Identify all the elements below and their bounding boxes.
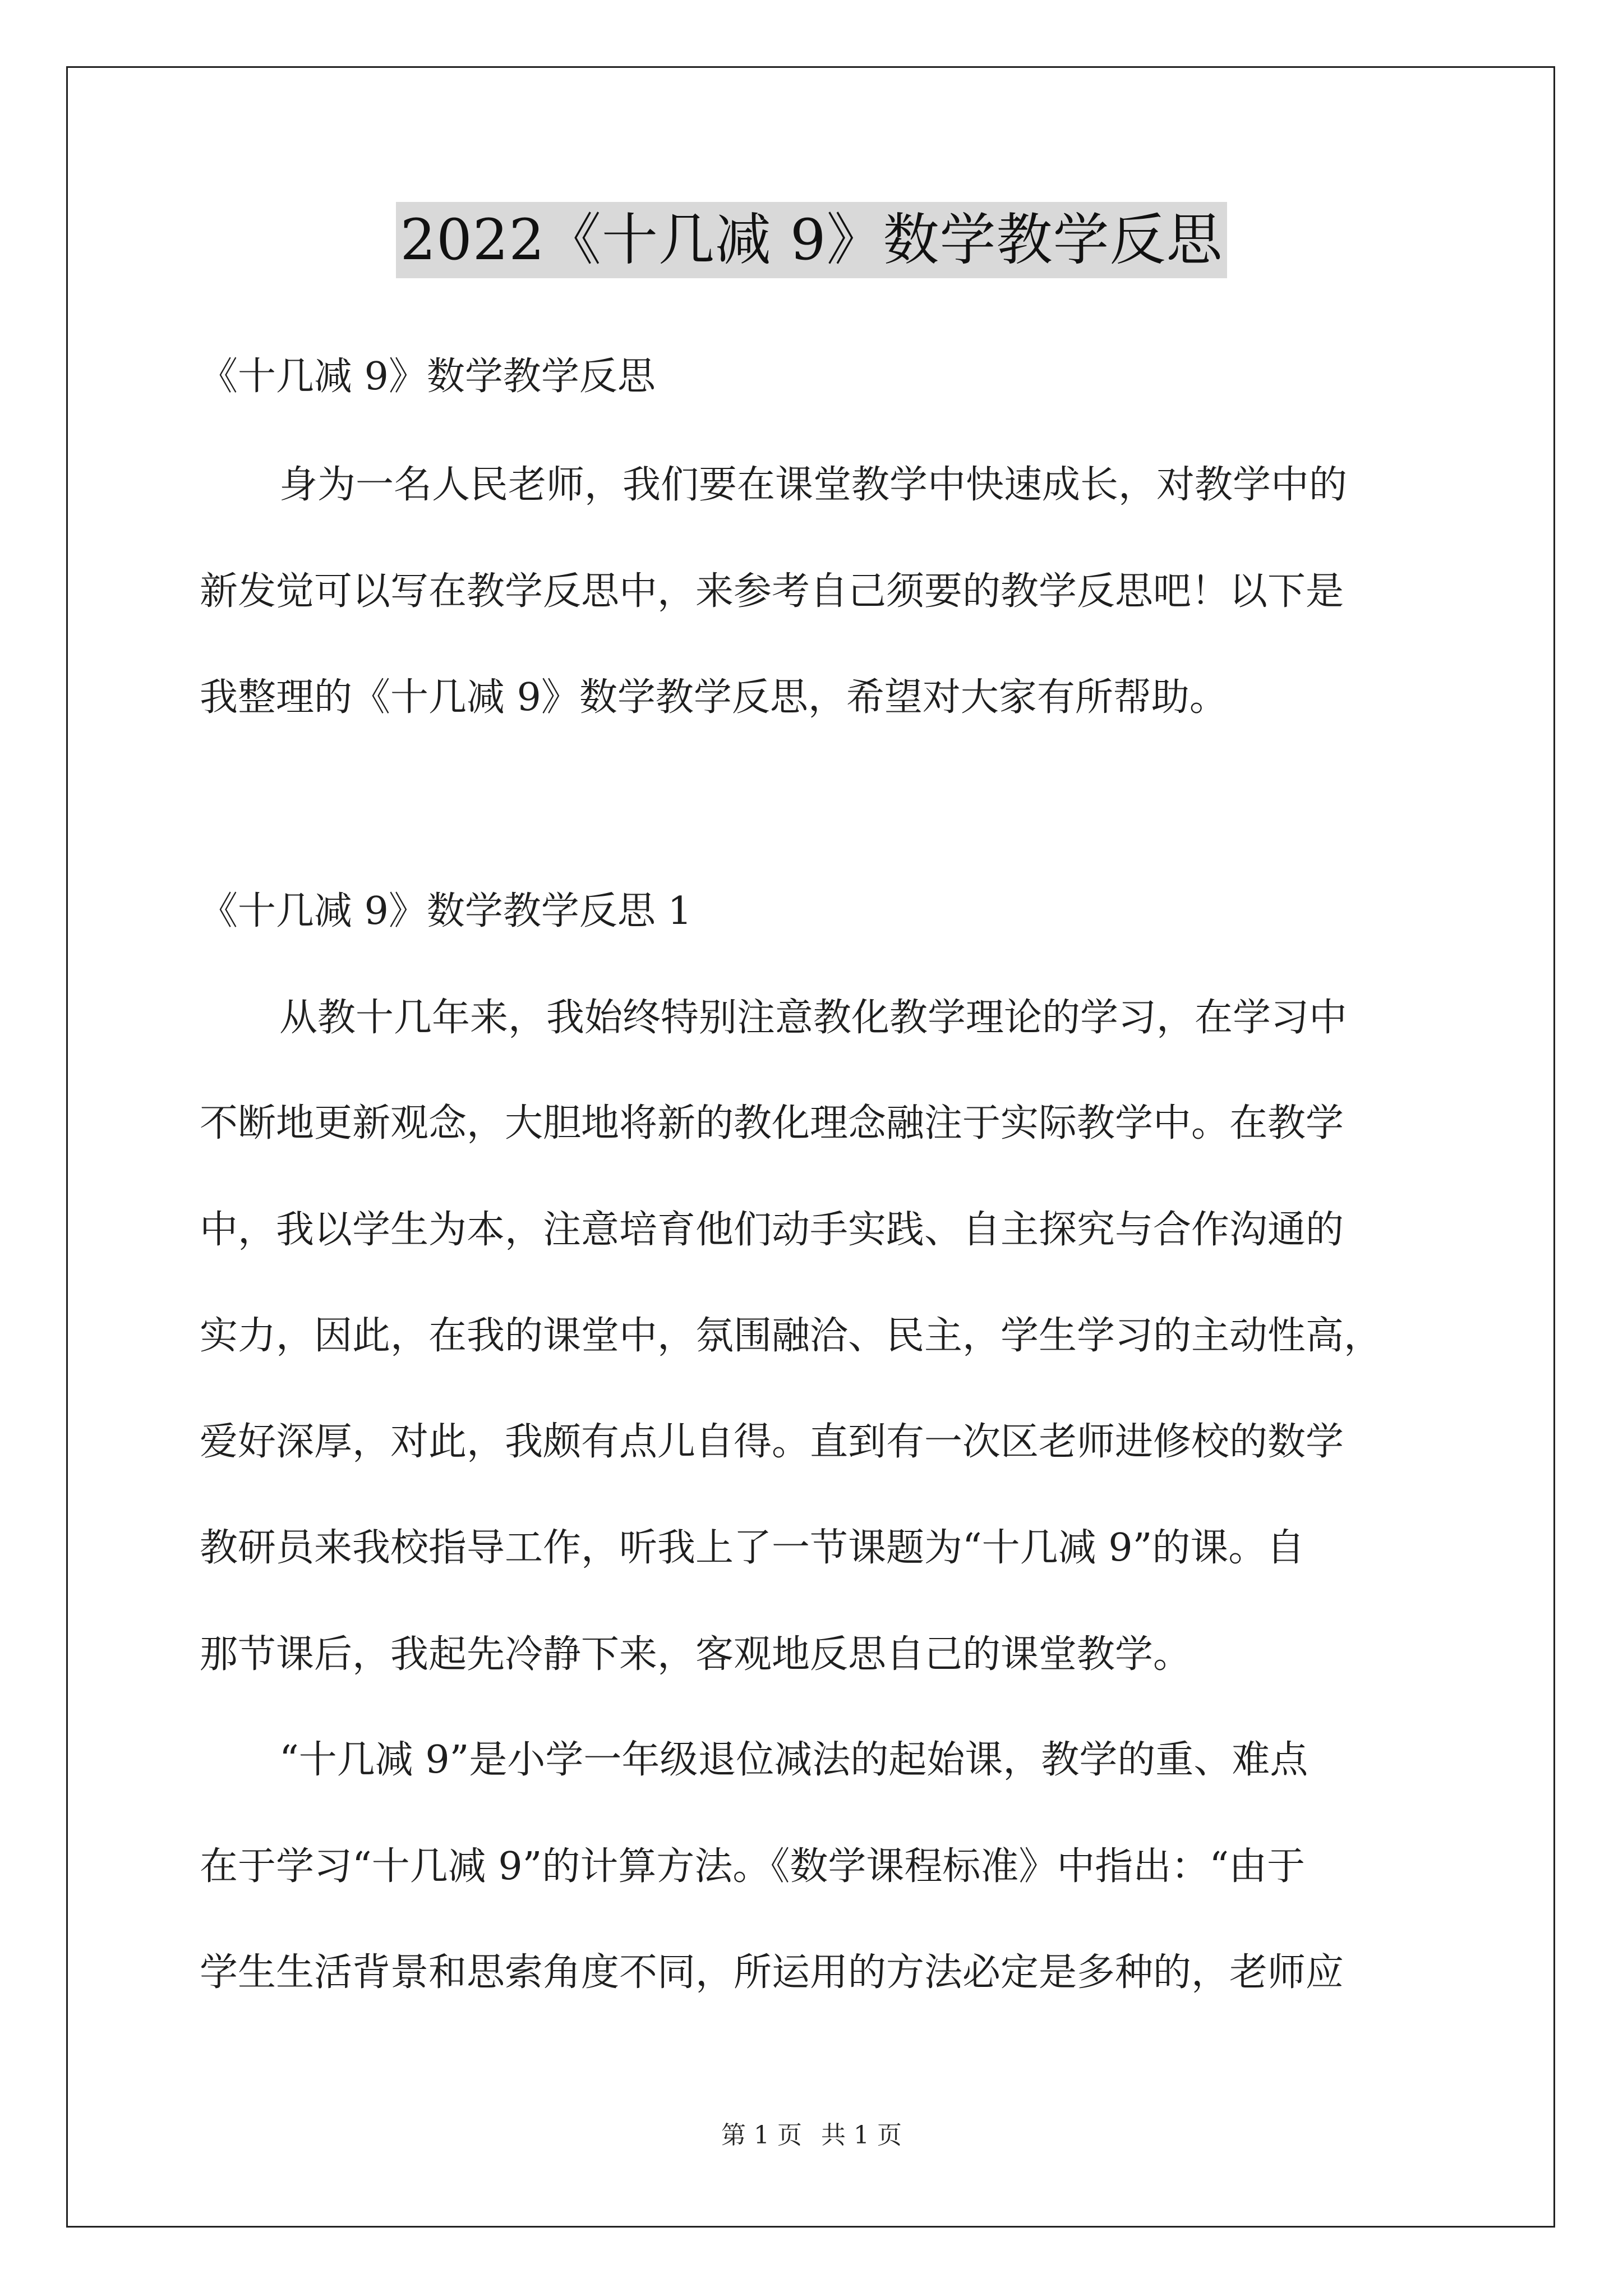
paragraph-line: 身为一名人民老师，我们要在课堂教学中快速成长，对教学中的 [279, 463, 1348, 507]
paragraph-line: 学生生活背景和思索角度不同，所运用的方法必定是多种的，老师应 [200, 1950, 1344, 1995]
paragraph-line: 教研员来我校指导工作，听我上了一节课题为“十几减 9”的课。自 [200, 1526, 1305, 1570]
title-container [0, 202, 1623, 278]
paragraph-line: 那节课后，我起先冷静下来，客观地反思自己的课堂教学。 [200, 1632, 1192, 1677]
subtitle: 《十几减 9》数学教学反思 [200, 355, 656, 399]
paragraph-line: 从教十几年来，我始终特别注意教化教学理论的学习，在学习中 [279, 996, 1348, 1040]
paragraph-line: 在于学习“十几减 9”的计算方法。《数学课程标准》中指出：“由于 [200, 1844, 1306, 1889]
paragraph-line: 我整理的《十几减 9》数学教学反思，希望对大家有所帮助。 [200, 675, 1228, 720]
document-title: 2022《十几减 9》数学教学反思 [396, 202, 1228, 278]
page-footer [0, 2115, 1623, 2151]
paragraph-line: 实力，因此，在我的课堂中，氛围融洽、民主，学生学习的主动性高， [200, 1314, 1382, 1358]
section-heading: 《十几减 9》数学教学反思 1 [200, 889, 692, 933]
page-total: 共 1 页 [821, 2121, 902, 2150]
paragraph-line: “十几减 9”是小学一年级退位减法的起始课，教学的重、难点 [279, 1738, 1308, 1782]
paragraph-line: 中，我以学生为本，注意培育他们动手实践、自主探究与合作沟通的 [200, 1208, 1344, 1252]
page-number: 第 1 页 [721, 2121, 802, 2150]
paragraph-line: 不断地更新观念，大胆地将新的教化理念融注于实际教学中。在教学 [200, 1101, 1344, 1145]
paragraph-line: 爱好深厚，对此，我颇有点儿自得。直到有一次区老师进修校的数学 [200, 1420, 1344, 1464]
paragraph-line: 新发觉可以写在教学反思中，来参考自己须要的教学反思吧！以下是 [200, 569, 1344, 614]
